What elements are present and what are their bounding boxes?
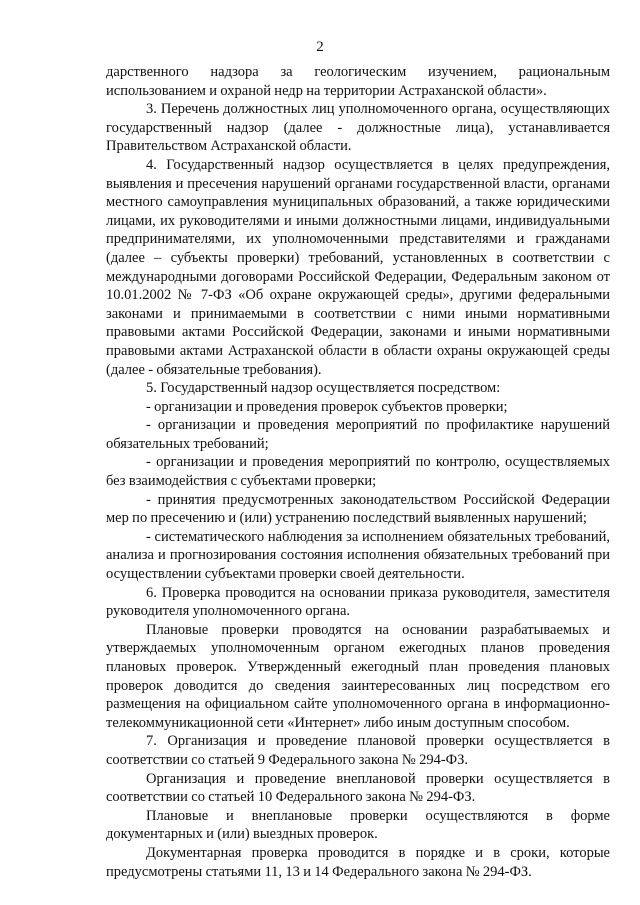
list-item: - организации и проведения мероприятий по профилактике нарушений обязательных требований; [106, 417, 610, 452]
page-number: 2 [316, 39, 324, 55]
list-item: - организации и проведения проверок субъектов проверки; [146, 398, 508, 415]
document-body [106, 63, 610, 881]
paragraph-unplanned-inspections: Организация и проведение внеплановой проверки осуществляется в соответствии со статьей 10 Федерального закона № 294-ФЗ. [106, 770, 610, 806]
paragraph-inspection-forms: Плановые и внеплановые проверки осуществляются в форме документарных и (или) выездных проверок. [106, 807, 610, 843]
paragraph-item-7: 7. Организация и проведение плановой проверки осуществляется в соответствии со статьей 9 Федерального закона № 294-ФЗ. [106, 733, 610, 768]
list-item: - систематического наблюдения за исполнением обязательных требований, анализа и прогнозирования состояния исполнения обязательных требований при осуществлении субъектами проверки своей деятельности. [106, 528, 610, 583]
list-item: - организации и проведения мероприятий по контролю, осуществляемых без взаимодействия с субъектами проверки; [106, 454, 610, 490]
paragraph-continuation: дарственного надзора за геологическим изучением, рациональным использованием и охраной недр на территории Астраханской области». [106, 64, 610, 99]
paragraph-documentary-inspection: Документарная проверка проводится в порядке и в сроки, которые предусмотрены статьями 11, 13 и 14 Федерального закона № 294-ФЗ. [106, 844, 610, 880]
paragraph-item-5: 5. Государственный надзор осуществляется посредством: [146, 380, 501, 397]
paragraph-item-6: 6. Проверка проводится на основании приказа руководителя, заместителя руководителя уполномоченного органа. [106, 584, 610, 620]
paragraph-planned-inspections: Плановые проверки проводятся на основании разрабатываемых и утверждаемых уполномоченным органом ежегодных планов проведения плановых проверок. Утвержденный ежегодный план проведения плановых проверок доводится до сведения заинтересованных лиц посредством его размещения на официальном сайте уполномоченного органа в информационно-телекоммуникационной сети «Интернет» либо иным доступным способом. [106, 621, 610, 731]
list-item: - принятия предусмотренных законодательством Российской Федерации мер по пресечению и (или) устранению последствий выявленных нарушений; [106, 491, 610, 527]
paragraph-item-4: 4. Государственный надзор осуществляется в целях предупреждения, выявления и пресечения нарушений органами государственной власти, органами местного самоуправления муниципальных образований, а также юридическими лицами, их руководителями и иными должностными лицами, индивидуальными предпринимателями, их уполномоченными представителями и гражданами (далее – субъекты проверки) требований, установленных в соответствии с международными договорами Российской Федерации, Федеральным законом от 10.01.2002 № 7-ФЗ «Об охране окружающей среды», другими федеральными законами и принимаемыми в соответствии с ними иными нормативными правовыми актами Российской Федерации, законами и иными нормативными правовыми актами Астраханской области в области охраны окружающей среды (далее - обязательные требования). [106, 156, 610, 378]
paragraph-item-3: 3. Перечень должностных лиц уполномоченного органа, осуществляющих государственный надзор (далее - должностные лица), устанавливается Правительством Астраханской области. [106, 101, 610, 155]
